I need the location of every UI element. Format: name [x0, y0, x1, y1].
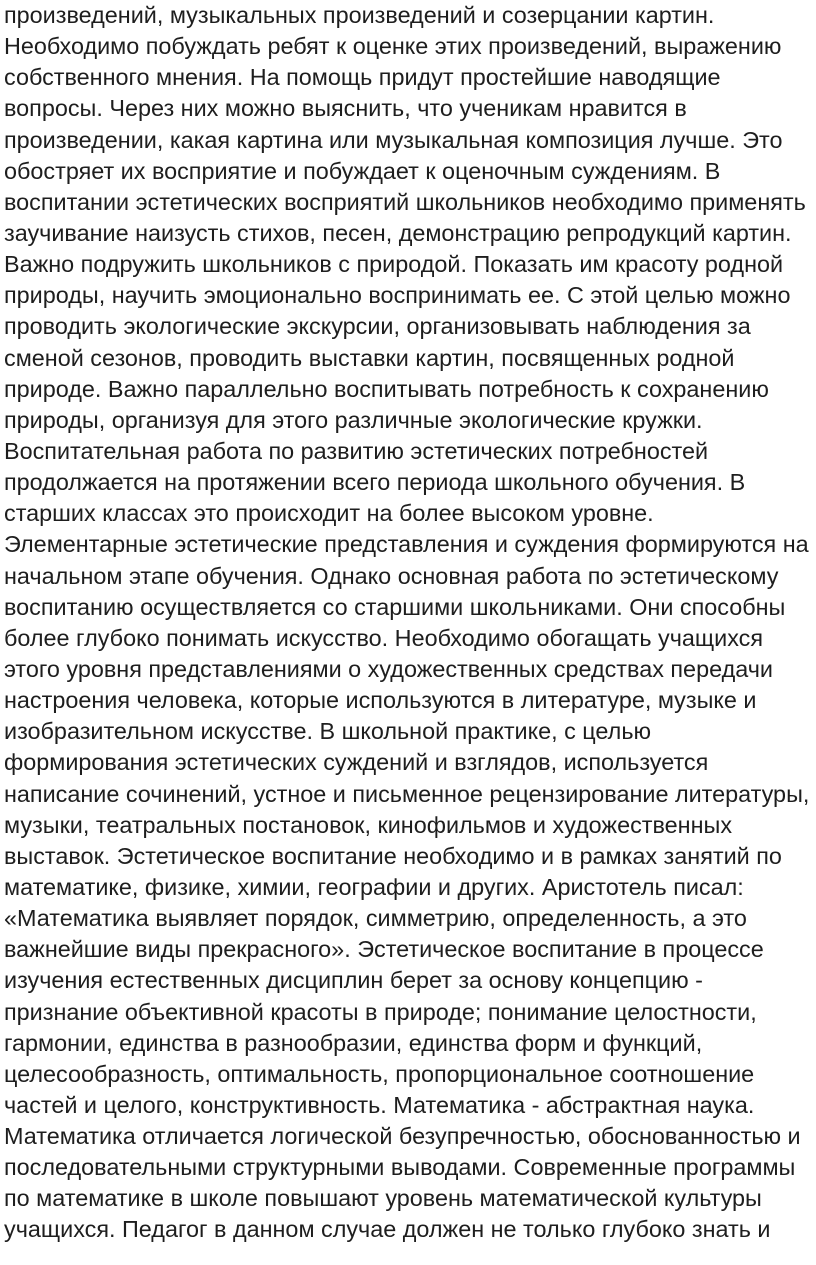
text-line: частей и целого, конструктивность. Математика - абстрактная наука.	[4, 1091, 755, 1118]
text-line: произведений, музыкальных произведений и созерцании картин.	[4, 2, 715, 28]
text-line: этого уровня представлениями о художественных средствах передачи	[4, 655, 773, 682]
document-page	[4, 0, 816, 1246]
text-line: природы, организуя для этого различные экологические кружки.	[4, 406, 703, 433]
text-line: природы, научить эмоционально воспринимать ее. С этой целью можно	[4, 282, 791, 309]
text-line: продолжается на протяжении всего периода школьного обучения. В	[4, 469, 746, 496]
text-line: гармонии, единства в разнообразии, единства форм и функций,	[4, 1029, 703, 1056]
text-line: по математике в школе повышают уровень математической культуры	[4, 1185, 762, 1212]
text-line: старших классах это происходит на более высоком уровне.	[4, 500, 654, 527]
text-line: музыки, театральных постановок, кинофильмов и художественных	[4, 811, 733, 838]
text-line: последовательными структурными выводами. Современные программы	[4, 1154, 796, 1181]
text-line: сменой сезонов, проводить выставки картин, посвященных родной	[4, 344, 735, 371]
text-line: математике, физике, химии, географии и других. Аристотель писал:	[4, 873, 744, 900]
text-line: более глубоко понимать искусство. Необходимо обогащать учащихся	[4, 624, 764, 651]
text-line: заучивание наизусть стихов, песен, демонстрацию репродукций картин.	[4, 219, 792, 246]
text-line: «Математика выявляет порядок, симметрию, определенность, а это	[4, 905, 747, 932]
text-line: Необходимо побуждать ребят к оценке этих произведений, выражению	[4, 33, 782, 60]
text-line: воспитании эстетических восприятий школьников необходимо применять	[4, 188, 806, 215]
text-line: Важно подружить школьников с природой. Показать им красоту родной	[4, 251, 784, 278]
text-line: выставок. Эстетическое воспитание необходимо и в рамках занятий по	[4, 842, 782, 869]
text-line: проводить экологические экскурсии, организовывать наблюдения за	[4, 313, 751, 340]
text-line: признание объективной красоты в природе; понимание целостности,	[4, 998, 757, 1025]
text-line: настроения человека, которые используются в литературе, музыке и	[4, 687, 757, 714]
text-line: обостряет их восприятие и побуждает к оценочным суждениям. В	[4, 157, 721, 184]
text-line: начальном этапе обучения. Однако основная работа по эстетическому	[4, 562, 779, 589]
text-line: воспитанию осуществляется со старшими школьниками. Они способны	[4, 593, 786, 620]
text-line: целесообразность, оптимальность, пропорциональное соотношение	[4, 1060, 755, 1087]
text-line: изобразительном искусстве. В школьной практике, с целью	[4, 718, 652, 745]
text-line: природе. Важно параллельно воспитывать потребность к сохранению	[4, 375, 769, 402]
text-line: формирования эстетических суждений и взглядов, используется	[4, 749, 709, 776]
text-line: собственного мнения. На помощь придут простейшие наводящие	[4, 64, 721, 91]
text-line: Элементарные эстетические представления и суждения формируются на	[4, 531, 809, 558]
text-line: произведении, какая картина или музыкальная композиция лучше. Это	[4, 126, 783, 153]
text-line: Математика отличается логической безупречностью, обоснованностью и	[4, 1123, 801, 1150]
text-line: изучения естественных дисциплин берет за основу концепцию -	[4, 967, 703, 994]
text-line: важнейшие виды прекрасного». Эстетическое воспитание в процессе	[4, 936, 764, 963]
text-line: вопросы. Через них можно выяснить, что ученикам нравится в	[4, 95, 687, 122]
text-line: написание сочинений, устное и письменное рецензирование литературы,	[4, 780, 810, 807]
text-line: учащихся. Педагог в данном случае должен не только глубоко знать и	[4, 1216, 771, 1243]
text-line: Воспитательная работа по развитию эстетических потребностей	[4, 437, 709, 464]
